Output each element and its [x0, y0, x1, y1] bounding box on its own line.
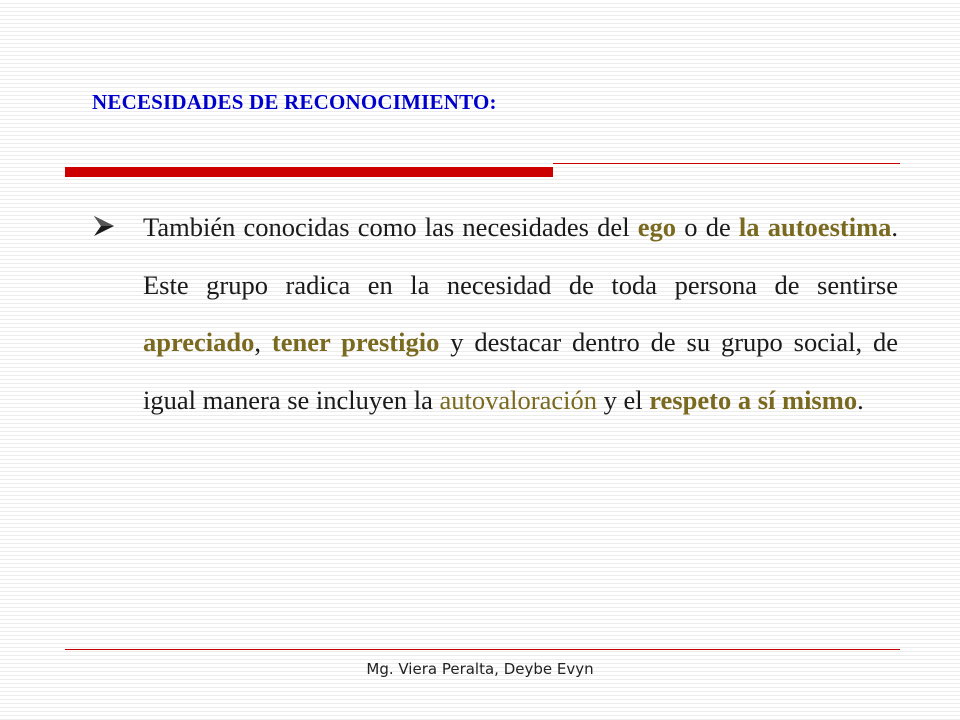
- paragraph-text: . Este grupo radica en la necesidad de toda persona de sentirse: [143, 212, 899, 300]
- highlighted-term: la autoestima: [738, 212, 892, 242]
- highlighted-term: autovaloración: [439, 384, 598, 415]
- paragraph-text: y destacar dentro de su grupo social, de igual manera se incluyen la: [143, 327, 898, 415]
- paragraph-text: También conocidas como las necesidades del: [143, 212, 638, 242]
- title-underline-thick: [65, 167, 553, 177]
- paragraph-text: y el: [597, 384, 650, 415]
- title-underline-thin: [553, 163, 900, 164]
- paragraph-text: o de: [676, 212, 739, 242]
- paragraph-text: .: [857, 384, 864, 415]
- highlighted-term: respeto a sí mismo: [649, 384, 858, 415]
- body-paragraph: [143, 199, 898, 429]
- footer-author: Mg. Viera Peralta, Deybe Evyn: [366, 660, 594, 678]
- paragraph-text: ,: [254, 327, 272, 357]
- highlighted-term: tener prestigio: [271, 327, 440, 357]
- footer-rule: [65, 649, 900, 650]
- slide-title: NECESIDADES DE RECONOCIMIENTO:: [92, 90, 497, 114]
- highlighted-term: apreciado: [143, 327, 255, 357]
- highlighted-term: ego: [637, 212, 677, 242]
- arrow-bullet-icon: [92, 214, 116, 238]
